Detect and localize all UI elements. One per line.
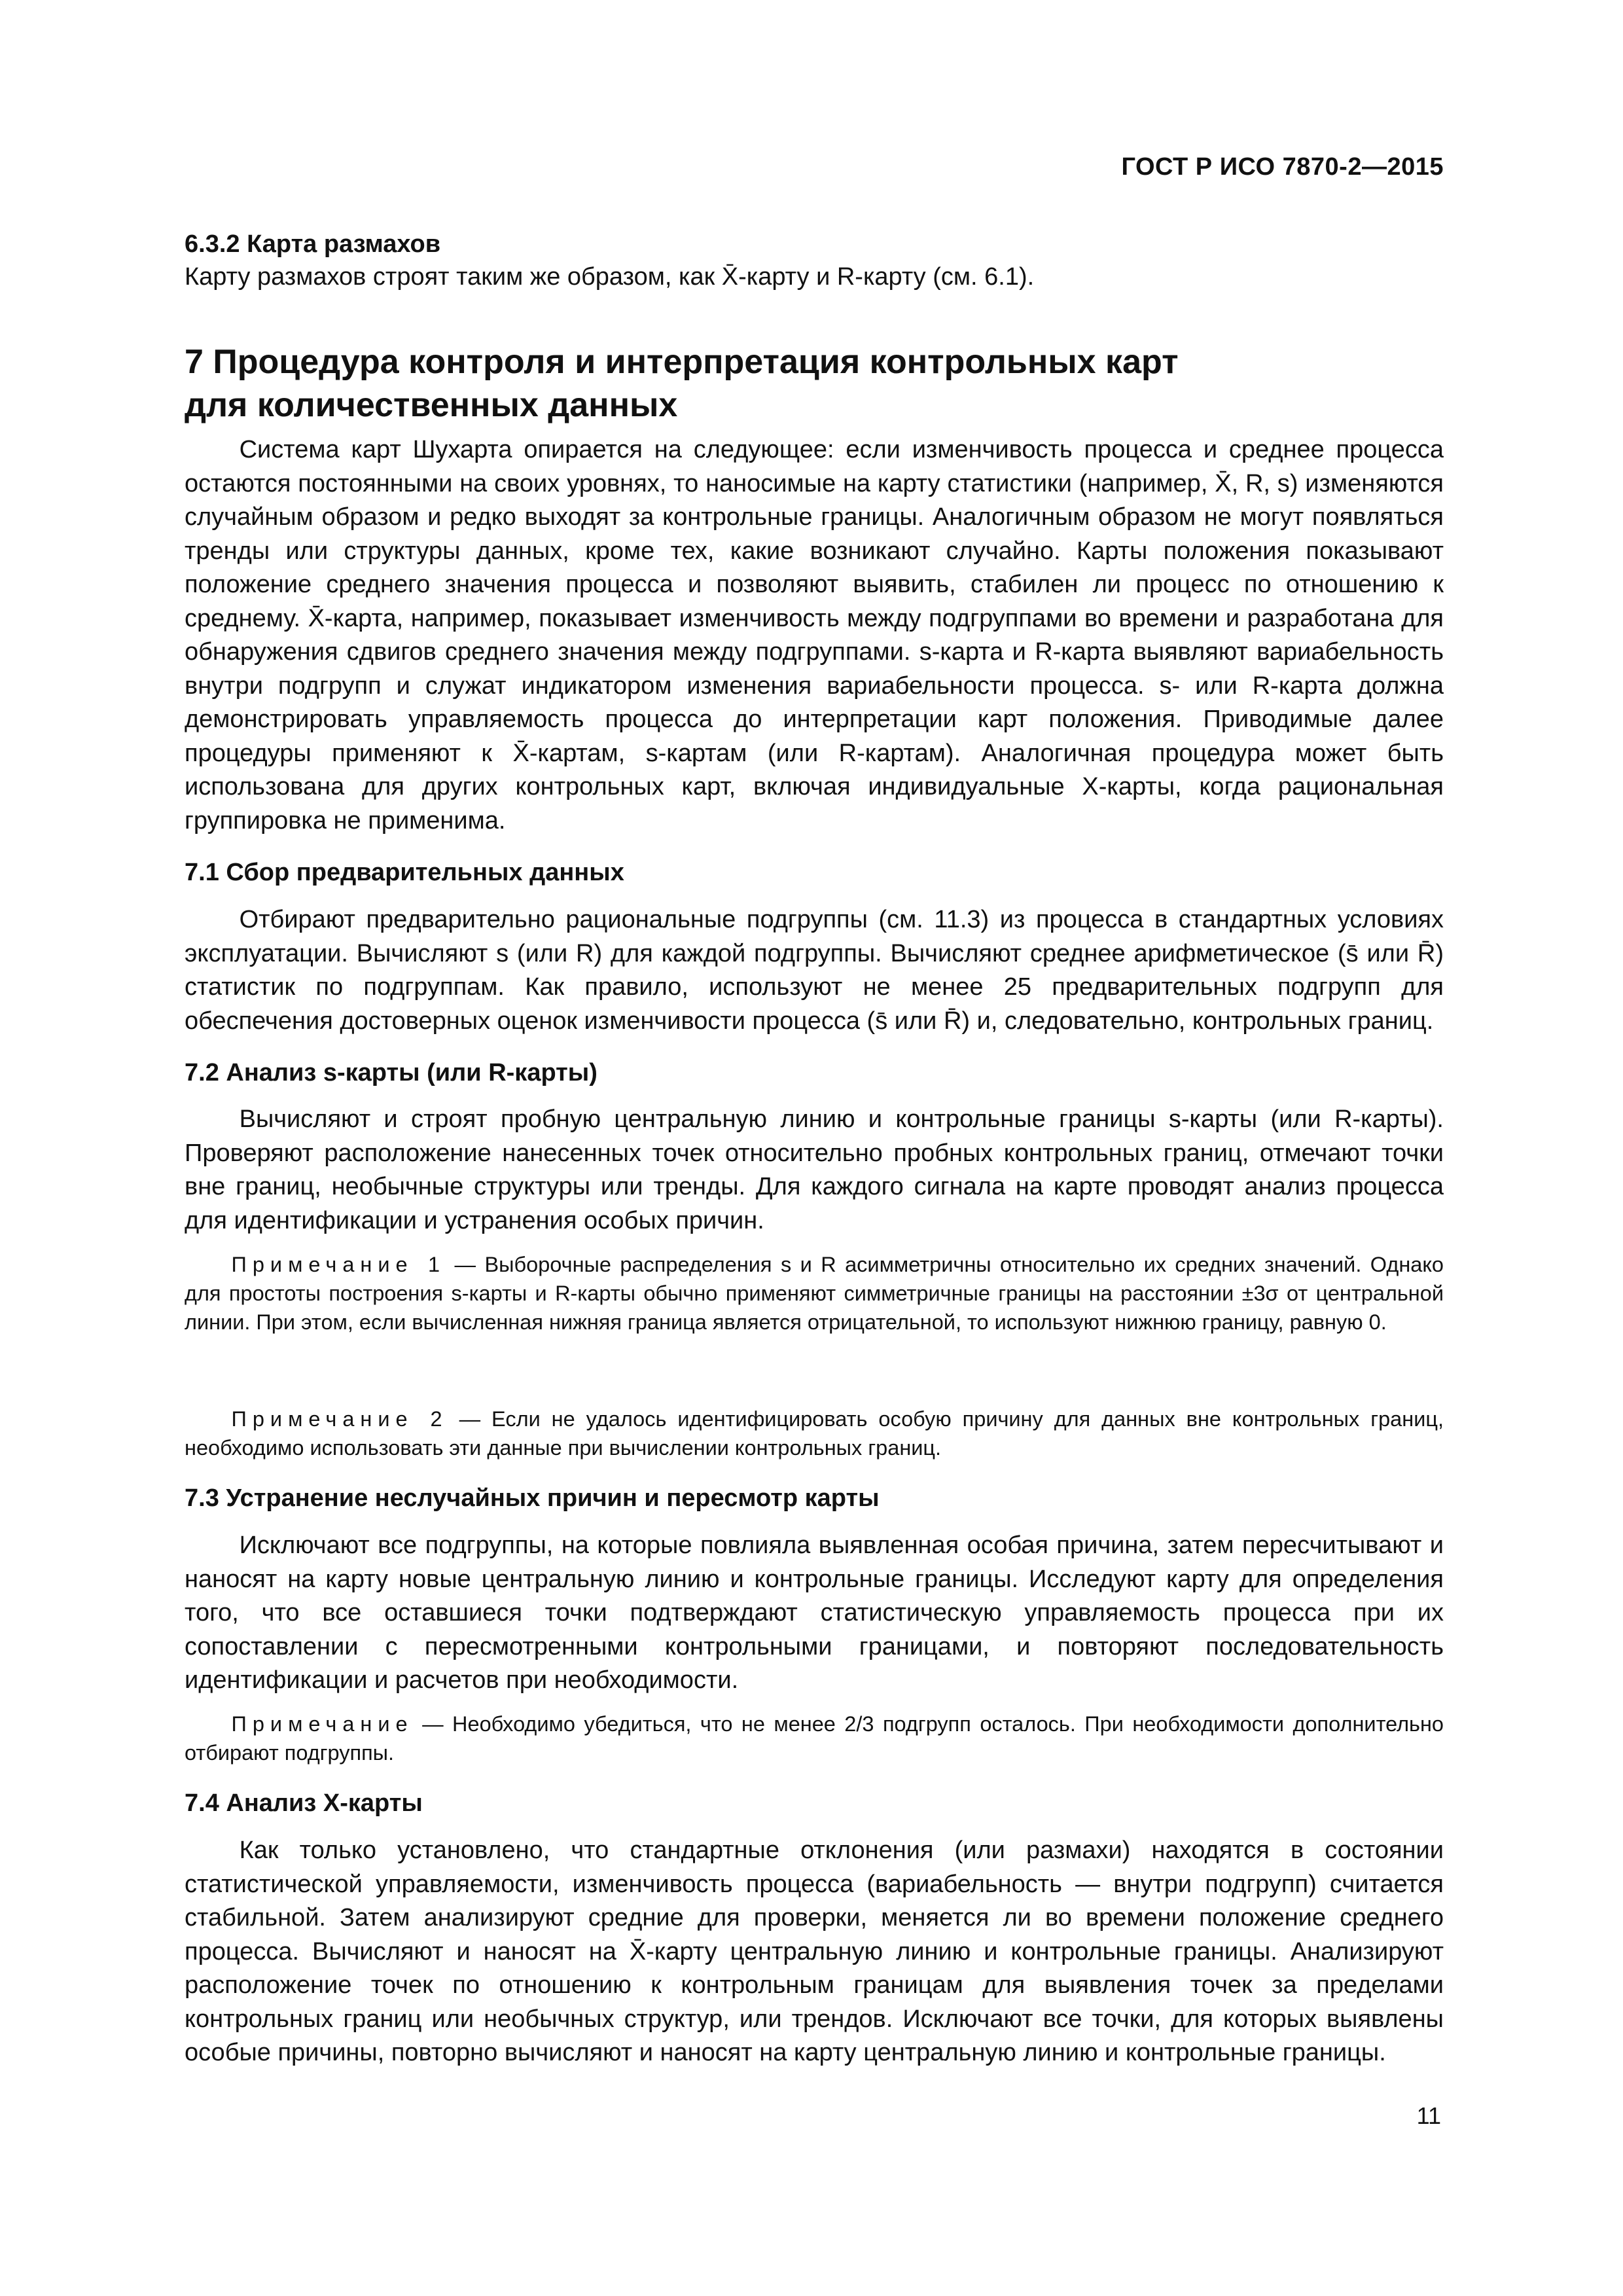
section-7 bbox=[185, 340, 1444, 427]
section-7-3-note bbox=[185, 1710, 1444, 1767]
note-1-text: — Выборочные распределения s и R асимметричны относительно их средних значений. Однако для простоты построения s-карты и R-карты обычно применяют симметричные границы на расстоянии ±3σ от центральной линии. При этом, если вычисленная нижняя граница является отрицательной, то используют нижнюю границу, равную 0. bbox=[185, 1253, 1444, 1334]
section-7-3 bbox=[185, 1482, 1444, 1515]
section-7-4-body bbox=[185, 1834, 1444, 2070]
section-7-body bbox=[185, 433, 1444, 838]
section-7-1-body bbox=[185, 903, 1444, 1038]
section-7-1-heading: 7.1 Сбор предварительных данных bbox=[185, 859, 624, 886]
section-7-2-body bbox=[185, 1103, 1444, 1238]
section-7-heading-line1: 7 Процедура контроля и интерпретация контрольных карт bbox=[185, 343, 1179, 381]
standard-code: ГОСТ Р ИСО 7870-2—2015 bbox=[1121, 153, 1444, 181]
section-7-2-text: Вычисляют и строят пробную центральную линию и контрольные границы s-карты (или R-карты). Проверяют расположение нанесенных точек относительно пробных контрольных границ, отмечают точки вне границ, необычные структуры или тренды. Для каждого сигнала на карте проводят анализ процесса для идентификации и устранения особых причин. bbox=[185, 1105, 1444, 1234]
note-1-label: Примечание 1 bbox=[231, 1253, 446, 1276]
note-text: — Необходимо убедиться, что не менее 2/3 подгрупп осталось. При необходимости дополнительно отбирают подгруппы. bbox=[185, 1712, 1444, 1765]
section-7-3-body bbox=[185, 1529, 1444, 1698]
section-6-3-2 bbox=[185, 228, 1444, 295]
section-6-3-2-heading: 6.3.2 Карта размахов bbox=[185, 230, 441, 258]
note-label: Примечание bbox=[231, 1712, 414, 1736]
page-number: 11 bbox=[1416, 2102, 1441, 2129]
section-7-1 bbox=[185, 856, 1444, 889]
section-7-4 bbox=[185, 1787, 1444, 1820]
section-7-3-text: Исключают все подгруппы, на которые повлияла выявленная особая причина, затем пересчитывают и наносят на карту новые центральную линию и контрольные границы. Исследуют карту для определения того, что все оставшиеся точки подтверждают статистическую управляемость процесса при их сопоставлении с пересмотренными контрольными границами, и повторяют последовательность идентификации и расчетов при необходимости. bbox=[185, 1532, 1444, 1694]
section-7-2-heading: 7.2 Анализ s-карты (или R-карты) bbox=[185, 1059, 597, 1086]
note-2-label: Примечание 2 bbox=[231, 1407, 448, 1431]
section-7-4-heading: 7.4 Анализ X-карты bbox=[185, 1789, 423, 1817]
section-7-4-text: Как только установлено, что стандартные отклонения (или размахи) находятся в состоянии статистической управляемости, изменчивость процесса (вариабельность — внутри подгрупп) считается стабильной. Затем анализируют средние для проверки, меняется ли во времени положение среднего процесса. Вычисляют и наносят на X̄-карту центральную линию и контрольные границы. Анализируют расположение точек по отношению к контрольным границам для выявления точек за пределами контрольных границ или необычных структур, или трендов. Исключают все точки, для которых выявлены особые причины, повторно вычисляют и наносят на карту центральную линию и контрольные границы. bbox=[185, 1837, 1444, 2066]
section-7-text: Система карт Шухарта опирается на следующее: если изменчивость процесса и среднее процесса остаются постоянными на своих уровнях, то наносимые на карту статистики (например, X̄, R, s) изменяются случайным образом и редко выходят за контрольные границы. Аналогичным образом не могут появляться тренды или структуры данных, кроме тех, какие возникают случайно. Карты положения показывают положение среднего значения процесса и позволяют выявить, стабилен ли процесс по отношению к среднему. X̄-карта, например, показывает изменчивость между подгруппами во времени и разработана для обнаружения сдвигов среднего значения между подгруппами. s-карта и R-карта выявляют вариабельность внутри подгрупп и служат индикатором изменения вариабельности процесса. s- или R-карта должна демонстрировать управляемость процесса до интерпретации карт положения. Приводимые далее процедуры применяют к X̄-картам, s-картам (или R-картам). Аналогичная процедура может быть использована для других контрольных карт, включая индивидуальные X-карты, когда рациональная группировка не применима. bbox=[185, 436, 1444, 834]
section-7-2 bbox=[185, 1056, 1444, 1089]
section-7-3-heading: 7.3 Устранение неслучайных причин и пересмотр карты bbox=[185, 1484, 880, 1512]
note-2-text: — Если не удалось идентифицировать особую причину для данных вне контрольных границ, необходимо использовать эти данные при вычислении контрольных границ. bbox=[185, 1407, 1444, 1460]
section-6-3-2-text: Карту размахов строят таким же образом, как X̄-карту и R-карту (см. 6.1). bbox=[185, 263, 1035, 291]
section-7-2-note-1 bbox=[185, 1250, 1444, 1336]
section-7-2-note-2 bbox=[185, 1405, 1444, 1462]
section-7-1-text: Отбирают предварительно рациональные подгруппы (см. 11.3) из процесса в стандартных условиях эксплуатации. Вычисляют s (или R) для каждой подгруппы. Вычисляют среднее арифметическое (s̄ или R̄) статистик по подгруппам. Как правило, используют не менее 25 предварительных подгрупп для обеспечения достоверных оценок изменчивости процесса (s̄ или R̄) и, следовательно, контрольных границ. bbox=[185, 906, 1444, 1035]
section-7-heading-line2: для количественных данных bbox=[185, 386, 678, 424]
